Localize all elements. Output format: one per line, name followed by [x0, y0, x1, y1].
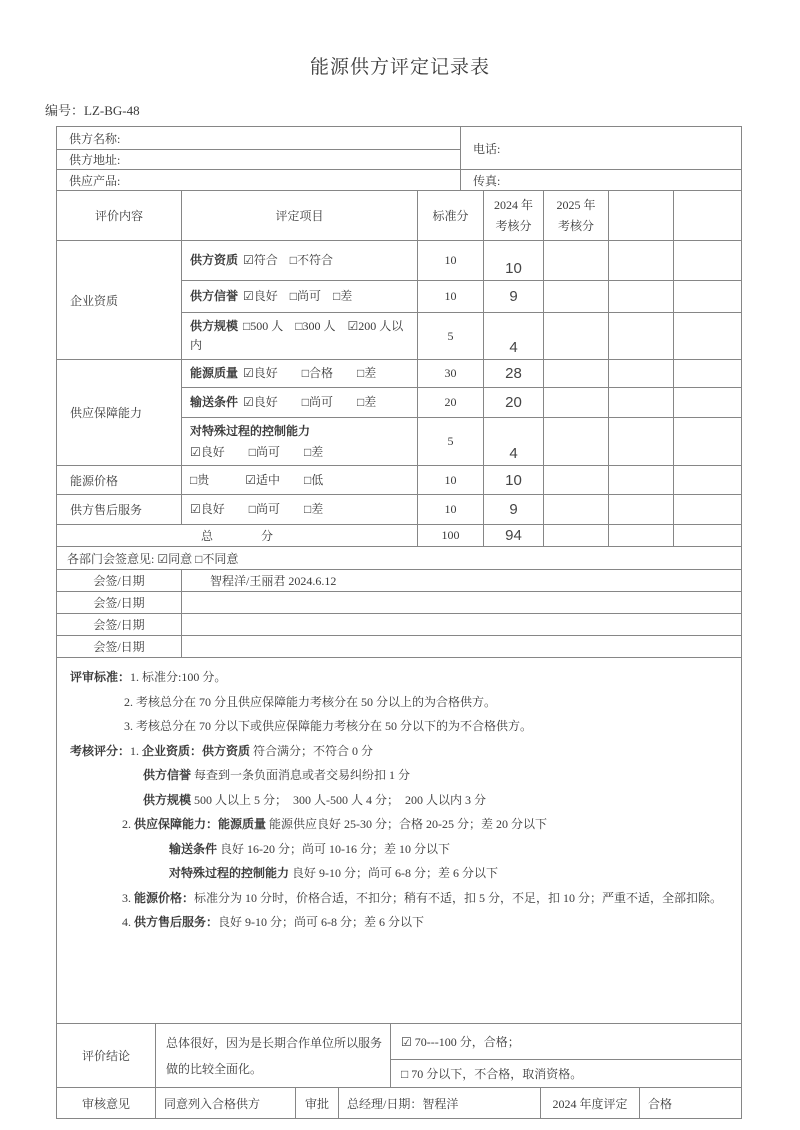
standard-score: 10 — [418, 281, 484, 313]
score-2024: 4 — [484, 313, 544, 360]
row-countersign-2 — [57, 592, 742, 614]
supply-product-field: 供应产品: — [57, 170, 461, 191]
criteria-line: 3. 考核总分在 70 分以下或供应保障能力考核分在 50 分以下的为不合格供方。 — [124, 719, 533, 733]
item-cell — [182, 466, 418, 495]
checkbox-options: ☑符合 □不符合 — [243, 253, 334, 267]
checkbox-options: ☑良好 □尚可 □差 — [243, 395, 377, 409]
conclusion-table — [56, 1023, 742, 1088]
standard-score: 10 — [418, 241, 484, 281]
audit-opinion: 同意列入合格供方 — [156, 1088, 296, 1119]
item-cell: 对特殊过程的控制能力 ☑良好 □尚可 □差 — [182, 418, 418, 466]
header-content: 评价内容 — [57, 191, 182, 241]
criteria-line: 2. 考核总分在 70 分且供应保障能力考核分在 50 分以上的为合格供方。 — [124, 694, 497, 709]
group-supply-guarantee: 供应保障能力 — [57, 360, 182, 466]
row-supplier-qualification — [57, 241, 742, 281]
score-2024: 28 — [484, 360, 544, 388]
checkbox-options: ☑良好 □尚可 □差 — [243, 289, 353, 303]
scoring-rule-line: 输送条件 良好 16-20 分；尚可 10-16 分；差 10 分以下 — [169, 841, 451, 856]
total-2024: 94 — [484, 525, 544, 547]
criteria-line: 评审标准：1. 标准分:100 分。 — [70, 670, 227, 684]
row-total-score — [57, 525, 742, 547]
group-enterprise-qualification: 企业资质 — [57, 241, 182, 360]
score-2025 — [544, 418, 609, 466]
score-2024: 10 — [484, 466, 544, 495]
item-cell: 能源质量 ☑良好 □合格 □差 — [182, 360, 418, 388]
supplier-name-field: 供方名称: — [57, 127, 461, 150]
group-energy-price: 能源价格 — [57, 466, 182, 495]
row-countersign-1 — [57, 570, 742, 592]
group-after-sales: 供方售后服务 — [57, 495, 182, 525]
standard-score: 20 — [418, 388, 484, 418]
total-standard: 100 — [418, 525, 484, 547]
supplier-info-table — [56, 126, 742, 191]
fax-field: 传真: — [461, 170, 742, 191]
conclusion-label: 评价结论 — [57, 1024, 156, 1088]
row-energy-price — [57, 466, 742, 495]
phone-field: 电话: — [461, 127, 742, 170]
header-empty-2 — [674, 191, 742, 241]
checkbox-options: □贵 ☑适中 □低 — [190, 472, 324, 487]
score-2025 — [544, 281, 609, 313]
score-2025 — [544, 313, 609, 360]
checkbox-options: ☑良好 □合格 □差 — [243, 366, 377, 380]
checkbox-options: □500 人 □300 人 ☑200 人以内 — [190, 319, 404, 352]
scoring-rule-line: 对特殊过程的控制能力 良好 9-10 分；尚可 6-8 分；差 6 分以下 — [169, 866, 499, 880]
header-standard: 标准分 — [418, 191, 484, 241]
scoring-table — [56, 190, 742, 1024]
row-energy-quality — [57, 360, 742, 388]
item-cell: 输送条件 ☑良好 □尚可 □差 — [182, 388, 418, 418]
row-after-sales-service — [57, 495, 742, 525]
scoring-rule-line: 4. 供方售后服务：良好 9-10 分；尚可 6-8 分；差 6 分以下 — [122, 915, 425, 929]
countersign-signature-empty — [182, 614, 742, 636]
scoring-rule-line: 供方信誉 每查到一条负面消息或者交易纠纷扣 1 分 — [143, 768, 411, 782]
item-cell — [182, 495, 418, 525]
item-cell: 供方资质 ☑符合 □不符合 — [182, 241, 418, 281]
criteria-cell — [57, 658, 742, 1024]
standard-score: 5 — [418, 418, 484, 466]
score-2025 — [544, 388, 609, 418]
standard-score: 5 — [418, 313, 484, 360]
score-2024: 9 — [484, 281, 544, 313]
annual-rating-label: 2024 年度评定 — [541, 1088, 640, 1119]
countersign-opinion: 各部门会签意见: ☑同意 □不同意 — [57, 547, 742, 570]
header-2025: 2025 年 考核分 — [544, 191, 609, 241]
score-2024: 9 — [484, 495, 544, 525]
page-title: 能源供方评定记录表 — [309, 57, 490, 78]
scoring-rule-line: 供方规模 500 人以上 5 分； 300 人-500 人 4 分； 200 人以内 3 分 — [143, 792, 487, 807]
conclusion-option-fail: □ 70 分以下，不合格，取消资格。 — [391, 1060, 742, 1088]
audit-label: 审核意见 — [57, 1088, 156, 1119]
doc-number: 编号：LZ-BG-48 — [45, 103, 140, 118]
score-2024: 10 — [484, 241, 544, 281]
approval-label: 审批 — [296, 1088, 339, 1119]
scoring-header-row — [57, 191, 742, 241]
item-cell: 供方信誉 ☑良好 □尚可 □差 — [182, 281, 418, 313]
row-countersign-3 — [57, 614, 742, 636]
scoring-rule-line: 3. 能源价格：标准分为 10 分时，价格合适，不扣分；稍有不适，扣 5 分，不足，扣 10 分；严重不适，全部扣除。 — [122, 890, 723, 905]
scoring-rule-line: 2. 供应保障能力：能源质量 能源供应良好 25-30 分；合格 20-25 分；差 20 分以下 — [122, 817, 548, 831]
row-countersign-4 — [57, 636, 742, 658]
score-2024: 4 — [484, 418, 544, 466]
countersign-signature: 智程洋/王丽君 2024.6.12 — [182, 570, 742, 592]
total-2025 — [544, 525, 609, 547]
header-empty-1 — [609, 191, 674, 241]
approver-signature: 总经理/日期：智程洋 — [339, 1088, 541, 1119]
standard-score: 10 — [418, 495, 484, 525]
audit-table — [56, 1087, 742, 1119]
annual-rating-result: 合格 — [640, 1088, 742, 1119]
countersign-signature-empty — [182, 636, 742, 658]
row-countersign-opinion — [57, 547, 742, 570]
scoring-rule-line: 考核评分：1. 企业资质：供方资质 符合满分；不符合 0 分 — [70, 743, 374, 758]
checkbox-options: ☑良好 □尚可 □差 — [190, 444, 324, 459]
score-2025 — [544, 495, 609, 525]
score-2025 — [544, 466, 609, 495]
row-audit — [57, 1088, 742, 1119]
score-2025 — [544, 360, 609, 388]
row-criteria — [57, 658, 742, 1024]
countersign-signature-empty — [182, 592, 742, 614]
supplier-address-field: 供方地址: — [57, 150, 461, 170]
countersign-label: 会签/日期 — [57, 614, 182, 636]
score-2025 — [544, 241, 609, 281]
header-item: 评定项目 — [182, 191, 418, 241]
conclusion-text: 总体很好，因为是长期合作单位所以服务做的比较全面化。 — [156, 1024, 391, 1088]
total-label: 总 分 — [57, 525, 418, 547]
standard-score: 10 — [418, 466, 484, 495]
header-2024: 2024 年 考核分 — [484, 191, 544, 241]
countersign-label: 会签/日期 — [57, 636, 182, 658]
checkbox-options: ☑良好 □尚可 □差 — [190, 502, 324, 516]
countersign-label: 会签/日期 — [57, 592, 182, 614]
conclusion-option-pass: ☑ 70---100 分，合格； — [391, 1024, 742, 1060]
standard-score: 30 — [418, 360, 484, 388]
score-2024: 20 — [484, 388, 544, 418]
item-cell: 供方规模 □500 人 □300 人 ☑200 人以内 — [182, 313, 418, 360]
evaluation-form — [56, 126, 741, 1119]
countersign-label: 会签/日期 — [57, 570, 182, 592]
row-conclusion — [57, 1024, 742, 1060]
